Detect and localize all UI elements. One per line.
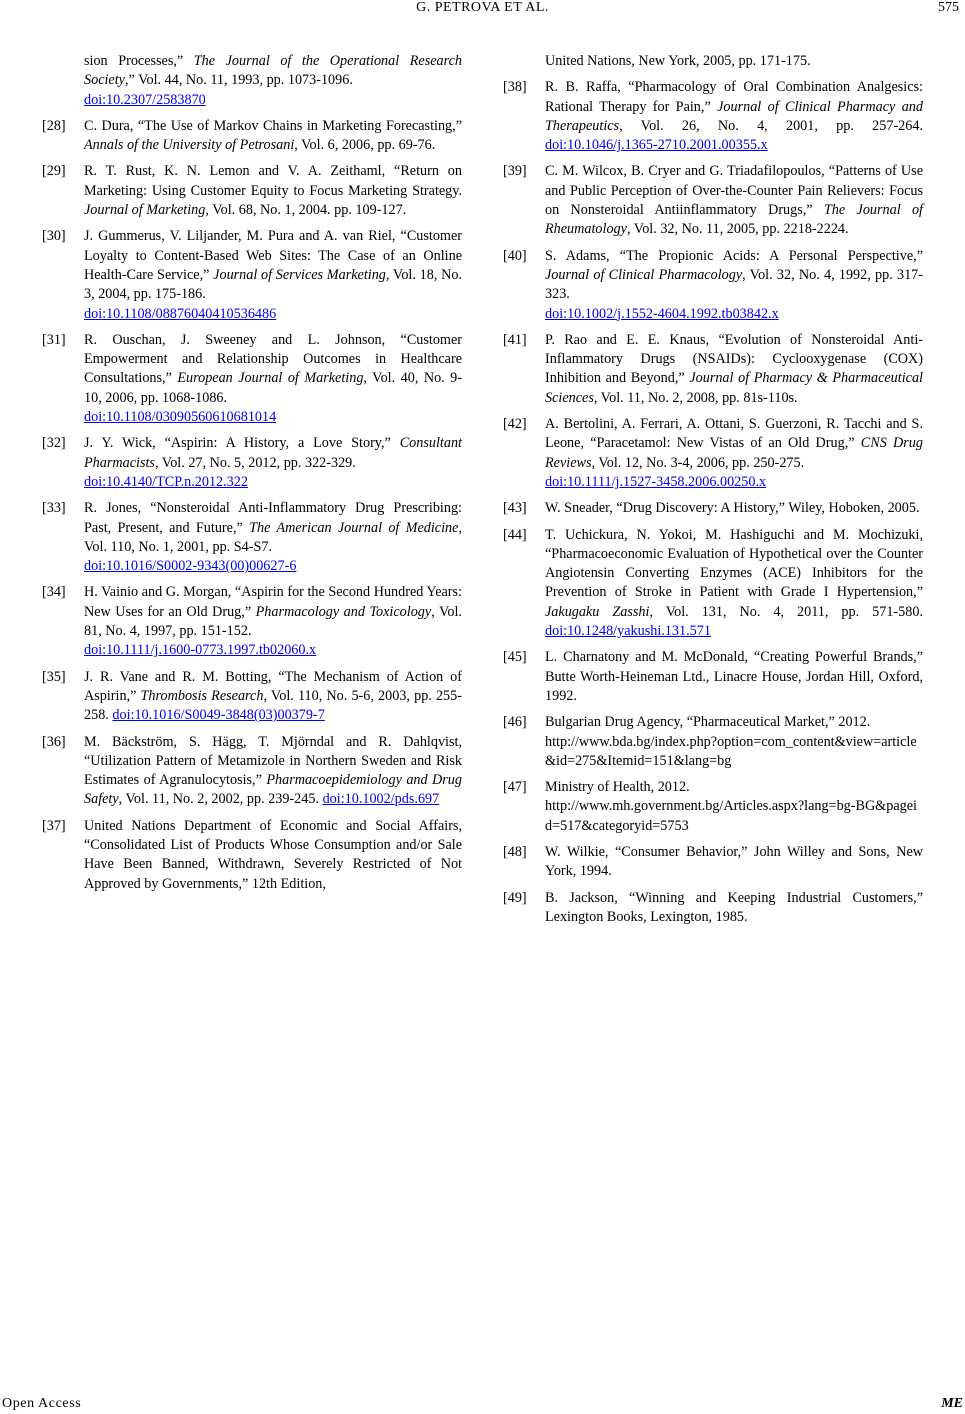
reference-entry [42,434,462,492]
page-header [0,0,965,26]
reference-segment: , Vol. 131, No. 4, 2011, pp. 571-580. [649,603,923,620]
reference-number: [36] [42,733,66,750]
reference-continuation [42,52,462,110]
reference-text [84,499,462,576]
reference-text [545,162,923,239]
reference-text [545,415,923,492]
reference-text [545,499,923,518]
doi-link[interactable]: doi:10.1046/j.1365-2710.2001.00355.x [545,137,768,154]
reference-text [545,78,923,155]
reference-entry [503,247,923,324]
reference-number: [28] [42,117,66,134]
reference-text [545,843,923,882]
reference-number: [40] [503,247,527,264]
reference-entry [42,331,462,427]
journal-title: Jakugaku Zasshi [545,603,650,620]
journal-title: Annals of the University of Petrosani [84,137,295,154]
reference-number: [44] [503,526,527,543]
reference-url: http://www.mh.government.bg/Articles.aspx?lang=bg-BG&pageid=517&categoryid=5753 [545,798,917,834]
journal-title: Thrombosis Research [140,687,264,704]
reference-number: [43] [503,500,527,517]
journal-title: The American Journal of Medicine [249,519,459,536]
page-footer [0,1394,965,1412]
journal-title: Consultant Pharmacists [84,435,462,471]
reference-entry [503,526,923,642]
reference-text [84,52,462,110]
reference-number: [39] [503,163,527,180]
reference-segment: , Vol. 11, No. 2, 2002, pp. 239-245. [118,791,323,808]
reference-segment: , Vol. 27, No. 5, 2012, pp. 322-329. [154,454,356,471]
left-column [42,52,462,901]
journal-title: European Journal of Marketing [177,370,364,387]
reference-entry [503,713,923,771]
reference-text [545,247,923,324]
reference-segment: , Vol. 26, No. 4, 2001, pp. 257-264. [619,117,923,134]
reference-text [84,434,462,492]
reference-text [84,331,462,427]
reference-entry [503,331,923,408]
reference-segment: , Vol. 18, No. 3, 2004, pp. 175-186. [84,266,462,303]
reference-entry [503,415,923,492]
doi-link[interactable]: doi:10.1016/S0049-3848(03)00379-7 [112,707,325,724]
reference-text [545,713,923,771]
reference-number: [29] [42,163,66,180]
doi-link[interactable]: doi:10.1016/S0002-9343(00)00627-6 [84,558,297,575]
reference-segment: , Vol. 110, No. 5-6, 2003, pp. 255-258. [84,687,462,724]
doi-link[interactable]: doi:10.2307/2583870 [84,91,206,108]
reference-segment: , Vol. 6, 2006, pp. 69-76. [294,137,436,154]
reference-segment: Bulgarian Drug Agency, “Pharmaceutical Market,” 2012. [545,714,871,731]
reference-segment: B. Jackson, “Winning and Keeping Industrial Customers,” Lexington Books, Lexington, 1985. [545,889,923,925]
reference-number: [32] [42,435,66,452]
reference-segment: , Vol. 40, No. 9-10, 2006, pp. 1068-1086. [84,370,462,406]
reference-entry [42,117,462,156]
journal-title: Journal of Clinical Pharmacology [545,266,743,283]
reference-number: [37] [42,817,66,834]
reference-number: [49] [503,889,527,906]
reference-segment: M. Bäckström, S. Hägg, T. Mjörndal and R. Dahlqvist, “Utilization Pattern of Metamizole in Northern Sweden and Risk Estimates of Agranulocytosis,” [84,733,462,789]
reference-segment: R. B. Raffa, “Pharmacology of Oral Combination Analgesics: Rational Therapy for Pain,” [545,79,923,115]
reference-segment: P. Rao and E. E. Knaus, “Evolution of Nonsteroidal Anti-Inflammatory Drugs (NSAIDs): Cyclooxygenase (COX) Inhibition and Beyond,” [545,331,923,387]
reference-text [545,52,923,71]
journal-title: Pharmacoepidemiology and Drug Safety [84,772,462,808]
reference-segment: R. T. Rust, K. N. Lemon and V. A. Zeithaml, “Return on Marketing: Using Customer Equity to Focus Marketing Strategy. [84,163,462,199]
reference-entry [503,843,923,882]
reference-continuation [503,52,923,71]
doi-link[interactable]: doi:10.1108/03090560610681014 [84,409,277,426]
right-column [503,52,923,934]
reference-entry [503,648,923,706]
reference-text [545,778,923,836]
reference-number: [47] [503,779,527,796]
reference-segment: United Nations Department of Economic and Social Affairs, “Consolidated List of Products Whose Consumption and/or Sale Have Been Banned, Withdrawn, Severely Restricted of Not Approved by Governments,” 12th Edition, [84,817,462,892]
reference-segment: , Vol. 12, No. 3-4, 2006, pp. 250-275. [591,454,805,471]
reference-segment: S. Adams, “The Propionic Acids: A Personal Perspective,” [545,247,923,264]
journal-title: The Journal of Rheumatology [545,202,923,238]
reference-text [84,227,462,323]
reference-segment: C. M. Wilcox, B. Cryer and G. Triadafilopoulos, “Patterns of Use and Public Perception of Over-the-Counter Pain Relievers: Focus on Nonsteroidal Antiinflammatory Drugs,” [545,163,923,219]
reference-text [84,117,462,156]
reference-number: [46] [503,714,527,731]
reference-entry [42,162,462,220]
reference-text [84,583,462,660]
reference-segment: sion Processes,” [84,53,194,69]
reference-segment: J. Gummerus, V. Liljander, M. Pura and A. van Riel, “Customer Loyalty to Content-Based Web Sites: The Case of an Online Health-Care Service,” [84,228,462,283]
reference-entry [503,499,923,518]
journal-title: Journal of Marketing [84,202,206,219]
reference-segment: , Vol. 32, No. 11, 2005, pp. 2218-2224. [626,221,849,238]
reference-number: [35] [42,668,66,685]
reference-text [545,889,923,928]
reference-entry [42,733,462,810]
reference-segment: ,” Vol. 44, No. 11, 1993, pp. 1073-1096. [124,72,353,89]
reference-text [545,648,923,706]
reference-text [84,817,462,894]
reference-text [545,331,923,408]
reference-entry [503,78,923,155]
reference-number: [48] [503,843,527,860]
doi-link[interactable]: doi:10.1111/j.1527-3458.2006.00250.x [545,473,767,490]
running-title: G. PETROVA ET AL. [416,0,549,15]
reference-text [84,162,462,220]
reference-segment: W. Wilkie, “Consumer Behavior,” John Willey and Sons, New York, 1994. [545,843,923,880]
reference-number: [38] [503,79,527,96]
journal-title: Journal of Services Marketing [213,266,386,283]
doi-link[interactable]: doi:10.1108/08876040410536486 [84,305,277,322]
reference-segment: R. Ouschan, J. Sweeney and L. Johnson, “Customer Empowerment and Relationship Outcomes in Healthcare Consultations,” [84,331,462,387]
reference-number: [45] [503,649,527,666]
reference-entry [503,889,923,928]
reference-entry [42,817,462,894]
doi-link[interactable]: doi:10.1002/pds.697 [322,791,440,808]
reference-segment: United Nations, New York, 2005, pp. 171-175. [545,53,811,69]
reference-segment: Ministry of Health, 2012. [545,779,690,796]
reference-segment: T. Uchickura, N. Yokoi, M. Hashiguchi and M. Mochizuki, “Pharmacoeconomic Evaluation of Hypothetical over the Counter Angiotensin Converting Enzymes (ACE) Inhibitors for the Prevention of Stroke in Patient with Grade I Hypertension,” [545,526,923,601]
reference-entry [42,499,462,576]
reference-entry [503,778,923,836]
doi-link[interactable]: doi:10.1002/j.1552-4604.1992.tb03842.x [545,305,779,322]
doi-link[interactable]: doi:10.4140/TCP.n.2012.322 [84,473,248,490]
journal-title: CNS Drug Reviews [545,435,923,471]
reference-segment: W. Sneader, “Drug Discovery: A History,” Wiley, Hoboken, 2005. [545,500,920,517]
reference-number: [30] [42,228,66,245]
journal-title: Pharmacology and Toxicology [255,603,432,620]
journal-title: The Journal of the Operational Research Society [84,53,462,89]
reference-number: [33] [42,500,66,517]
open-access-label: Open Access [2,1396,82,1411]
reference-segment: R. Jones, “Nonsteroidal Anti-Inflammatory Drug Prescribing: Past, Present, and Future,” [84,500,462,536]
reference-entry [503,162,923,239]
reference-segment: H. Vainio and G. Morgan, “Aspirin for the Second Hundred Years: New Uses for an Old Drug,” [84,584,462,620]
reference-segment: , Vol. 32, No. 4, 1992, pp. 317-323. [545,266,923,303]
reference-url: http://www.bda.bg/index.php?option=com_content&view=article&id=275&Itemid=151&lang=bg [545,733,917,769]
reference-text [545,526,923,642]
reference-entry [42,668,462,726]
reference-segment: J. Y. Wick, “Aspirin: A History, a Love Story,” [84,435,400,452]
reference-segment: , Vol. 11, No. 2, 2008, pp. 81s-110s. [593,389,798,406]
doi-link[interactable]: doi:10.1111/j.1600-0773.1997.tb02060.x [84,642,317,659]
page-number: 575 [938,0,959,15]
journal-title: Journal of Pharmacy & Pharmaceutical Sciences [545,370,923,406]
reference-segment: , Vol. 110, No. 1, 2001, pp. S4-S7. [84,519,462,555]
reference-segment: , Vol. 81, No. 4, 1997, pp. 151-152. [84,603,462,640]
reference-segment: C. Dura, “The Use of Markov Chains in Marketing Forecasting,” [84,117,462,134]
reference-text [84,733,462,810]
reference-number: [41] [503,331,527,348]
journal-abbreviation: ME [941,1396,963,1411]
reference-number: [42] [503,416,527,433]
reference-segment: J. R. Vane and R. M. Botting, “The Mechanism of Action of Aspirin,” [84,668,462,704]
reference-segment: , Vol. 68, No. 1, 2004. pp. 109-127. [205,202,407,219]
journal-title: Journal of Clinical Pharmacy and Therapeutics [545,98,923,134]
reference-text [84,668,462,726]
reference-entry [42,227,462,323]
doi-link[interactable]: doi:10.1248/yakushi.131.571 [545,623,711,640]
reference-entry [42,583,462,660]
reference-segment: L. Charnatony and M. McDonald, “Creating Powerful Brands,” Butte Worth-Heineman Ltd., Linacre House, Jordan Hill, Oxford, 1992. [545,649,923,704]
reference-segment: A. Bertolini, A. Ferrari, A. Ottani, S. Guerzoni, R. Tacchi and S. Leone, “Paracetamol: New Vistas of an Old Drug,” [545,416,923,452]
reference-number: [31] [42,331,66,348]
reference-number: [34] [42,584,66,601]
